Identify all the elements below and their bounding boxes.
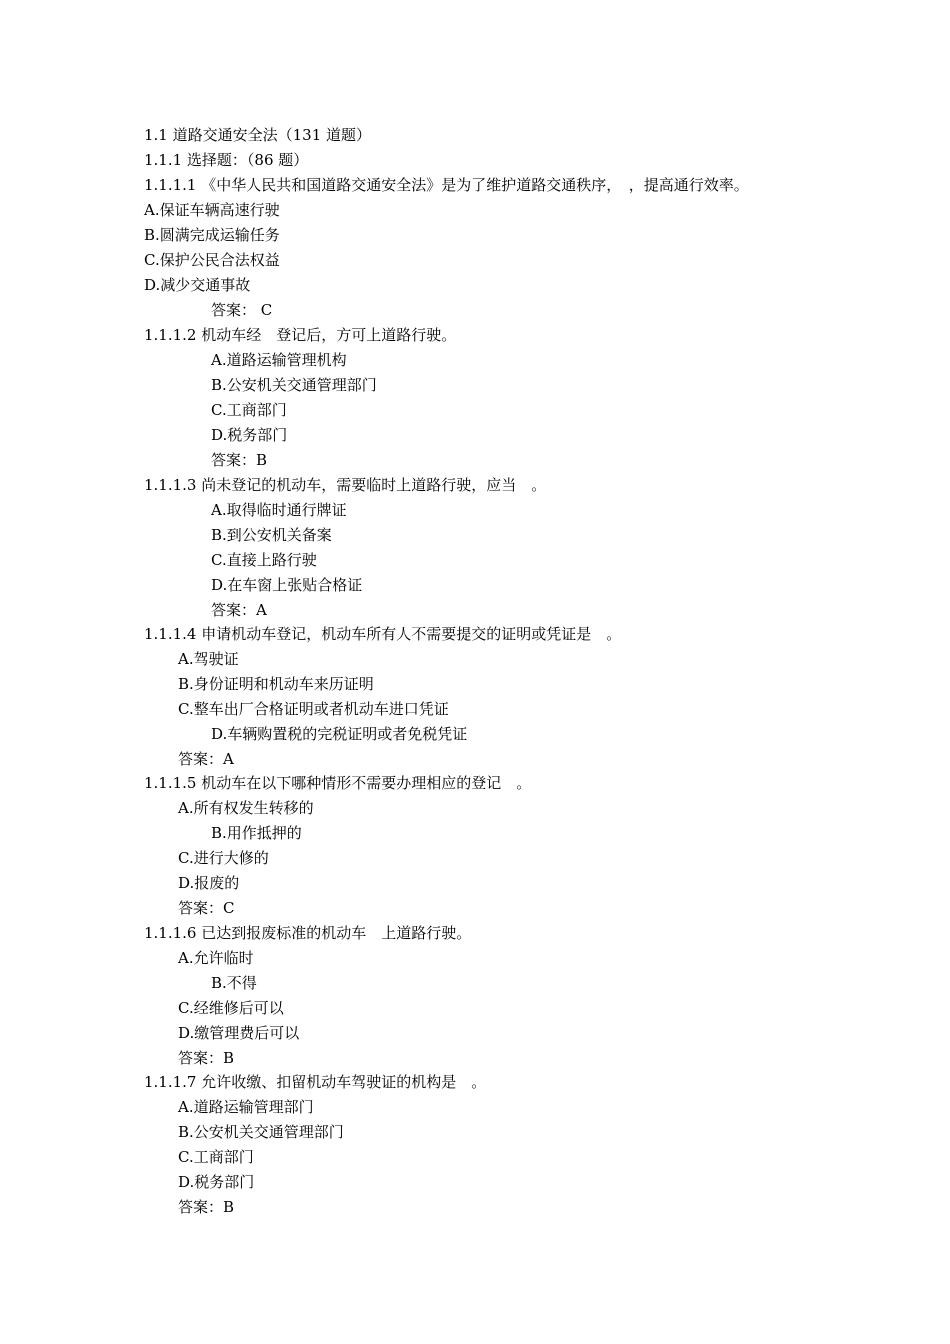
question-text: 1.1.1.1 《中华人民共和国道路交通安全法》是为了维护道路交通秩序， ，提高通行效率。 bbox=[144, 176, 749, 194]
option-d: D.车辆购置税的完税证明或者免税凭证 bbox=[211, 725, 468, 743]
option-a: A.驾驶证 bbox=[178, 650, 239, 668]
option-c: C.工商部门 bbox=[211, 401, 287, 419]
question-text: 1.1.1.7 允许收缴、扣留机动车驾驶证的机构是 。 bbox=[144, 1073, 487, 1091]
option-c: C.保护公民合法权益 bbox=[144, 251, 280, 269]
option-a: A.道路运输管理机构 bbox=[211, 351, 347, 369]
option-a: A.保证车辆高速行驶 bbox=[144, 201, 280, 219]
option-d: D.减少交通事故 bbox=[144, 276, 251, 294]
option-d: D.税务部门 bbox=[211, 426, 288, 444]
question-text: 1.1.1.4 申请机动车登记，机动车所有人不需要提交的证明或凭证是 。 bbox=[144, 625, 622, 643]
answer: 答案：C bbox=[178, 899, 235, 917]
option-d: D.在车窗上张贴合格证 bbox=[211, 576, 363, 594]
subsection-title: 1.1.1 选择题：（86 题） bbox=[144, 151, 309, 169]
option-d: D.缴管理费后可以 bbox=[178, 1024, 300, 1042]
option-b: B.到公安机关备案 bbox=[211, 526, 332, 544]
option-c: C.经维修后可以 bbox=[178, 999, 284, 1017]
question-text: 1.1.1.6 已达到报废标准的机动车 上道路行驶。 bbox=[144, 924, 472, 942]
answer: 答案：A bbox=[211, 601, 267, 619]
answer: 答案：B bbox=[211, 451, 268, 469]
option-c: C.整车出厂合格证明或者机动车进口凭证 bbox=[178, 700, 449, 718]
option-a: A.道路运输管理部门 bbox=[178, 1098, 314, 1116]
option-a: A.所有权发生转移的 bbox=[178, 799, 314, 817]
option-d: D.税务部门 bbox=[178, 1173, 255, 1191]
question-text: 1.1.1.5 机动车在以下哪种情形不需要办理相应的登记 。 bbox=[144, 774, 532, 792]
answer: 答案： C bbox=[211, 301, 273, 319]
answer: 答案：A bbox=[178, 750, 234, 768]
option-b: B.身份证明和机动车来历证明 bbox=[178, 675, 374, 693]
section-title: 1.1 道路交通安全法（131 道题） bbox=[144, 126, 372, 144]
option-b: B.公安机关交通管理部门 bbox=[178, 1123, 344, 1141]
question-text: 1.1.1.2 机动车经 登记后，方可上道路行驶。 bbox=[144, 326, 457, 344]
option-b: B.用作抵押的 bbox=[211, 824, 302, 842]
option-d: D.报废的 bbox=[178, 874, 240, 892]
option-b: B.圆满完成运输任务 bbox=[144, 226, 280, 244]
question-text: 1.1.1.3 尚未登记的机动车，需要临时上道路行驶，应当 。 bbox=[144, 476, 547, 494]
option-c: C.进行大修的 bbox=[178, 849, 269, 867]
option-b: B.不得 bbox=[211, 974, 257, 992]
option-b: B.公安机关交通管理部门 bbox=[211, 376, 377, 394]
option-c: C.工商部门 bbox=[178, 1148, 254, 1166]
option-a: A.取得临时通行牌证 bbox=[211, 501, 347, 519]
option-c: C.直接上路行驶 bbox=[211, 551, 317, 569]
answer: 答案：B bbox=[178, 1049, 235, 1067]
option-a: A.允许临时 bbox=[178, 949, 254, 967]
answer: 答案：B bbox=[178, 1198, 235, 1216]
